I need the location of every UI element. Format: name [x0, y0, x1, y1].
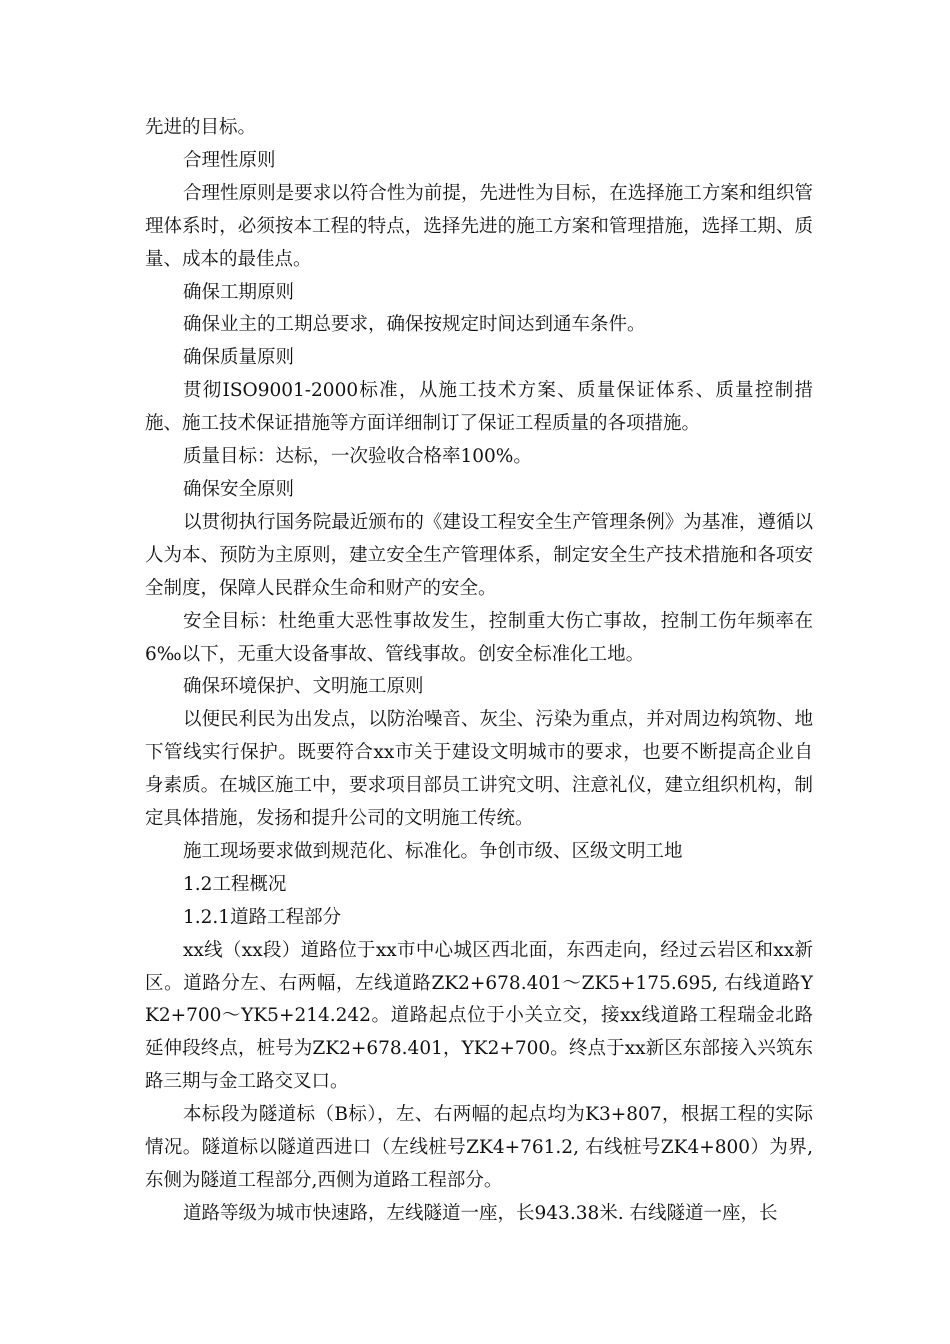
paragraph: 以便民利民为出发点，以防治噪音、灰尘、污染为重点，并对周边构筑物、地下管线实行保护。既要符合xx市关于建设文明城市的要求，也要不断提高企业自身素质。在城区施工中，要求项目部员工讲究文明、注意礼仪，建立组织机构，制定具体措施，发扬和提升公司的文明施工传统。 — [145, 709, 813, 830]
section-heading: 确保安全原则 — [183, 478, 295, 500]
paragraph: 安全目标：杜绝重大恶性事故发生，控制重大伤亡事故，控制工伤年频率在6‰以下，无重大设备事故、管线事故。创安全标准化工地。 — [145, 610, 813, 665]
paragraph: 施工现场要求做到规范化、标准化。争创市级、区级文明工地 — [183, 840, 683, 862]
subsection-heading: 1.2.1道路工程部分 — [183, 906, 342, 928]
section-heading: 合理性原则 — [183, 149, 276, 171]
section-heading: 1.2工程概况 — [183, 873, 287, 895]
paragraph: 合理性原则是要求以符合性为前提，先进性为目标，在选择施工方案和组织管理体系时，必须按本工程的特点，选择先进的施工方案和管理措施，选择工期、质量、成本的最佳点。 — [145, 182, 813, 270]
section-heading: 确保工期原则 — [183, 281, 295, 303]
paragraph: 道路等级为城市快速路，左线隧道一座，长943.38米. 右线隧道一座，长 — [183, 1202, 778, 1224]
section-heading: 确保质量原则 — [183, 347, 295, 369]
document-body — [145, 112, 813, 1231]
paragraph: 先进的目标。 — [145, 117, 257, 138]
paragraph: 贯彻ISO9001-2000标准，从施工技术方案、质量保证体系、质量控制措施、施工技术保证措施等方面详细制订了保证工程质量的各项措施。 — [145, 380, 813, 435]
paragraph: 质量目标：达标，一次验收合格率100%。 — [183, 446, 532, 468]
paragraph: 以贯彻执行国务院最近颁布的《建设工程安全生产管理条例》为基准，遵循以人为本、预防为主原则，建立安全生产管理体系，制定安全生产技术措施和各项安全制度，保障人民群众生命和财产的安全。 — [145, 511, 813, 599]
paragraph: 确保业主的工期总要求，确保按规定时间达到通车条件。 — [183, 314, 646, 336]
section-heading: 确保环境保护、文明施工原则 — [183, 676, 424, 698]
paragraph: xx线（xx段）道路位于xx市中心城区西北面，东西走向，经过云岩区和xx新区。道路分左、右两幅，左线道路ZK2+678.401～ZK5+175.695, 右线道路YK2+700～YK5+214.242。道路起点位于小关立交，接xx线道路工程瑞金北路延伸段终点，桩号为ZK2+678.401，YK2+700。终点于xx新区东部接入兴筑东路三期与金工路交叉口。 — [145, 939, 813, 1093]
paragraph: 本标段为隧道标（B标），左、右两幅的起点均为K3+807，根据工程的实际情况。隧道标以隧道西进口（左线桩号ZK4+761.2, 右线桩号ZK4+800）为界,东侧为隧道工程部分,西侧为道路工程部分。 — [145, 1104, 813, 1191]
